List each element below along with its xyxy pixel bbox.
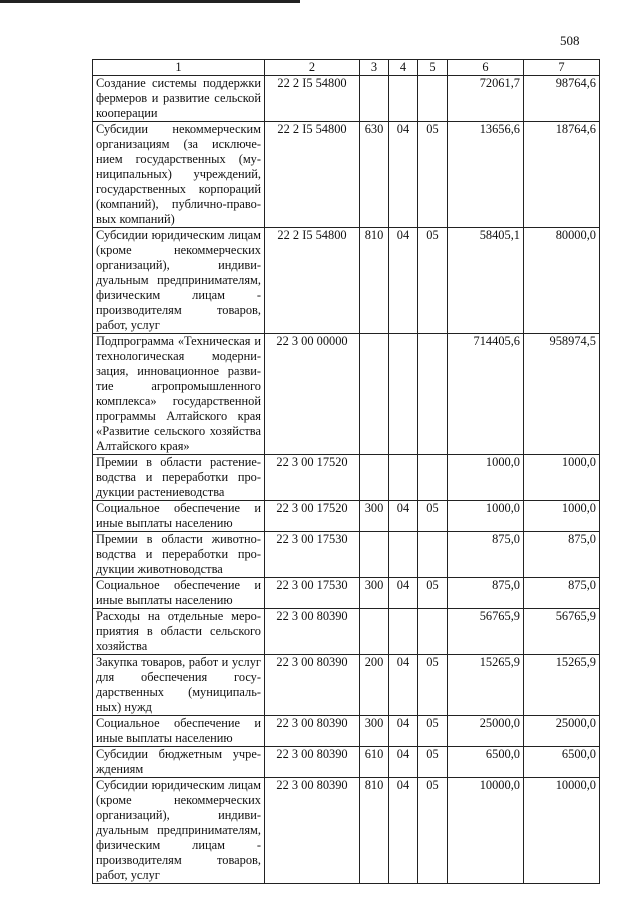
row-expense-type: 630 xyxy=(360,122,389,228)
row-amount-1: 714405,6 xyxy=(448,334,524,455)
row-code: 22 3 00 17530 xyxy=(265,578,360,609)
row-expense-type: 300 xyxy=(360,501,389,532)
table-row xyxy=(93,122,600,228)
row-name: Социальное обеспечение и иные выплаты населению xyxy=(93,578,265,609)
row-name: Подпрограмма «Техническая и технологическая модернизация, инновационное развитие агропромышленного комплекса» государственной программы Алтайского края «Развитие сельского хозяйства Алтайского края» xyxy=(93,334,265,455)
column-header: 3 xyxy=(360,60,389,76)
row-subsection: 05 xyxy=(418,501,448,532)
row-amount-2: 1000,0 xyxy=(524,501,600,532)
row-subsection: 05 xyxy=(418,747,448,778)
row-code: 22 3 00 17520 xyxy=(265,501,360,532)
row-amount-2: 56765,9 xyxy=(524,609,600,655)
row-amount-2: 25000,0 xyxy=(524,716,600,747)
row-subsection: 05 xyxy=(418,578,448,609)
row-amount-2: 10000,0 xyxy=(524,778,600,884)
row-amount-2: 18764,6 xyxy=(524,122,600,228)
row-expense-type: 610 xyxy=(360,747,389,778)
row-expense-type: 810 xyxy=(360,778,389,884)
row-amount-1: 875,0 xyxy=(448,578,524,609)
row-name: Субсидии юридическим лицам (кроме некоммерческих организаций), индивидуальным предпринимателям, физическим лицам - производителям товаров, работ, услуг xyxy=(93,228,265,334)
row-name: Расходы на отдельные мероприятия в области сельского хозяйства xyxy=(93,609,265,655)
row-section: 04 xyxy=(389,122,418,228)
row-section xyxy=(389,532,418,578)
row-amount-1: 6500,0 xyxy=(448,747,524,778)
row-name: Социальное обеспечение и иные выплаты населению xyxy=(93,501,265,532)
row-code: 22 3 00 80390 xyxy=(265,747,360,778)
row-amount-1: 25000,0 xyxy=(448,716,524,747)
row-amount-1: 15265,9 xyxy=(448,655,524,716)
row-name: Премии в области растениеводства и переработки продукции растениеводства xyxy=(93,455,265,501)
column-header: 1 xyxy=(93,60,265,76)
row-expense-type: 300 xyxy=(360,578,389,609)
row-amount-1: 1000,0 xyxy=(448,501,524,532)
row-code: 22 3 00 17530 xyxy=(265,532,360,578)
row-code: 22 3 00 00000 xyxy=(265,334,360,455)
row-subsection: 05 xyxy=(418,228,448,334)
row-subsection xyxy=(418,76,448,122)
row-code: 22 3 00 80390 xyxy=(265,609,360,655)
column-header: 5 xyxy=(418,60,448,76)
row-subsection: 05 xyxy=(418,716,448,747)
table-row xyxy=(93,334,600,455)
row-subsection xyxy=(418,334,448,455)
page-number: 508 xyxy=(560,33,580,48)
row-name: Субсидии некоммерческим организациям (за исключением государственных (муниципальных) учреждений, государственных корпораций (компаний), публично-правовых компаний) xyxy=(93,122,265,228)
row-name: Субсидии бюджетным учреждениям xyxy=(93,747,265,778)
row-section: 04 xyxy=(389,228,418,334)
row-subsection: 05 xyxy=(418,655,448,716)
table-row xyxy=(93,716,600,747)
row-section: 04 xyxy=(389,655,418,716)
column-header: 2 xyxy=(265,60,360,76)
row-expense-type xyxy=(360,76,389,122)
table-row xyxy=(93,532,600,578)
row-amount-1: 72061,7 xyxy=(448,76,524,122)
row-amount-1: 875,0 xyxy=(448,532,524,578)
row-section: 04 xyxy=(389,716,418,747)
row-code: 22 3 00 80390 xyxy=(265,655,360,716)
row-section xyxy=(389,455,418,501)
row-amount-2: 875,0 xyxy=(524,532,600,578)
table-header-row xyxy=(93,60,600,76)
column-header: 4 xyxy=(389,60,418,76)
row-expense-type xyxy=(360,334,389,455)
table-row xyxy=(93,778,600,884)
row-section: 04 xyxy=(389,501,418,532)
row-amount-2: 15265,9 xyxy=(524,655,600,716)
row-code: 22 3 00 80390 xyxy=(265,716,360,747)
row-expense-type: 200 xyxy=(360,655,389,716)
row-section xyxy=(389,609,418,655)
budget-table xyxy=(92,59,600,884)
row-amount-2: 6500,0 xyxy=(524,747,600,778)
row-amount-1: 56765,9 xyxy=(448,609,524,655)
row-section xyxy=(389,334,418,455)
row-expense-type xyxy=(360,455,389,501)
top-rule xyxy=(0,0,300,3)
row-section xyxy=(389,76,418,122)
row-code: 22 2 I5 54800 xyxy=(265,228,360,334)
row-section: 04 xyxy=(389,778,418,884)
row-name: Создание системы поддержки фермеров и развитие сельской кооперации xyxy=(93,76,265,122)
column-header: 7 xyxy=(524,60,600,76)
row-subsection xyxy=(418,532,448,578)
row-amount-2: 98764,6 xyxy=(524,76,600,122)
row-amount-2: 875,0 xyxy=(524,578,600,609)
table-row xyxy=(93,655,600,716)
row-amount-2: 80000,0 xyxy=(524,228,600,334)
row-subsection: 05 xyxy=(418,778,448,884)
row-amount-1: 58405,1 xyxy=(448,228,524,334)
row-section: 04 xyxy=(389,578,418,609)
row-subsection xyxy=(418,455,448,501)
row-expense-type xyxy=(360,532,389,578)
row-code: 22 3 00 80390 xyxy=(265,778,360,884)
table-row xyxy=(93,501,600,532)
row-code: 22 2 I5 54800 xyxy=(265,122,360,228)
row-name: Субсидии юридическим лицам (кроме некоммерческих организаций), индивидуальным предпринимателям, физическим лицам - производителям товаров, работ, услуг xyxy=(93,778,265,884)
table-row xyxy=(93,747,600,778)
row-code: 22 3 00 17520 xyxy=(265,455,360,501)
row-code: 22 2 I5 54800 xyxy=(265,76,360,122)
column-header: 6 xyxy=(448,60,524,76)
row-amount-2: 958974,5 xyxy=(524,334,600,455)
row-subsection: 05 xyxy=(418,122,448,228)
table-row xyxy=(93,578,600,609)
row-subsection xyxy=(418,609,448,655)
table-row xyxy=(93,228,600,334)
table-body xyxy=(93,76,600,884)
row-name: Социальное обеспечение и иные выплаты населению xyxy=(93,716,265,747)
row-amount-1: 13656,6 xyxy=(448,122,524,228)
row-name: Закупка товаров, работ и услуг для обеспечения государственных (муниципальных) нужд xyxy=(93,655,265,716)
row-expense-type: 810 xyxy=(360,228,389,334)
row-expense-type xyxy=(360,609,389,655)
row-section: 04 xyxy=(389,747,418,778)
row-amount-1: 1000,0 xyxy=(448,455,524,501)
table-row xyxy=(93,76,600,122)
row-amount-1: 10000,0 xyxy=(448,778,524,884)
table-row xyxy=(93,609,600,655)
row-amount-2: 1000,0 xyxy=(524,455,600,501)
row-name: Премии в области животноводства и переработки продукции животноводства xyxy=(93,532,265,578)
row-expense-type: 300 xyxy=(360,716,389,747)
table-row xyxy=(93,455,600,501)
